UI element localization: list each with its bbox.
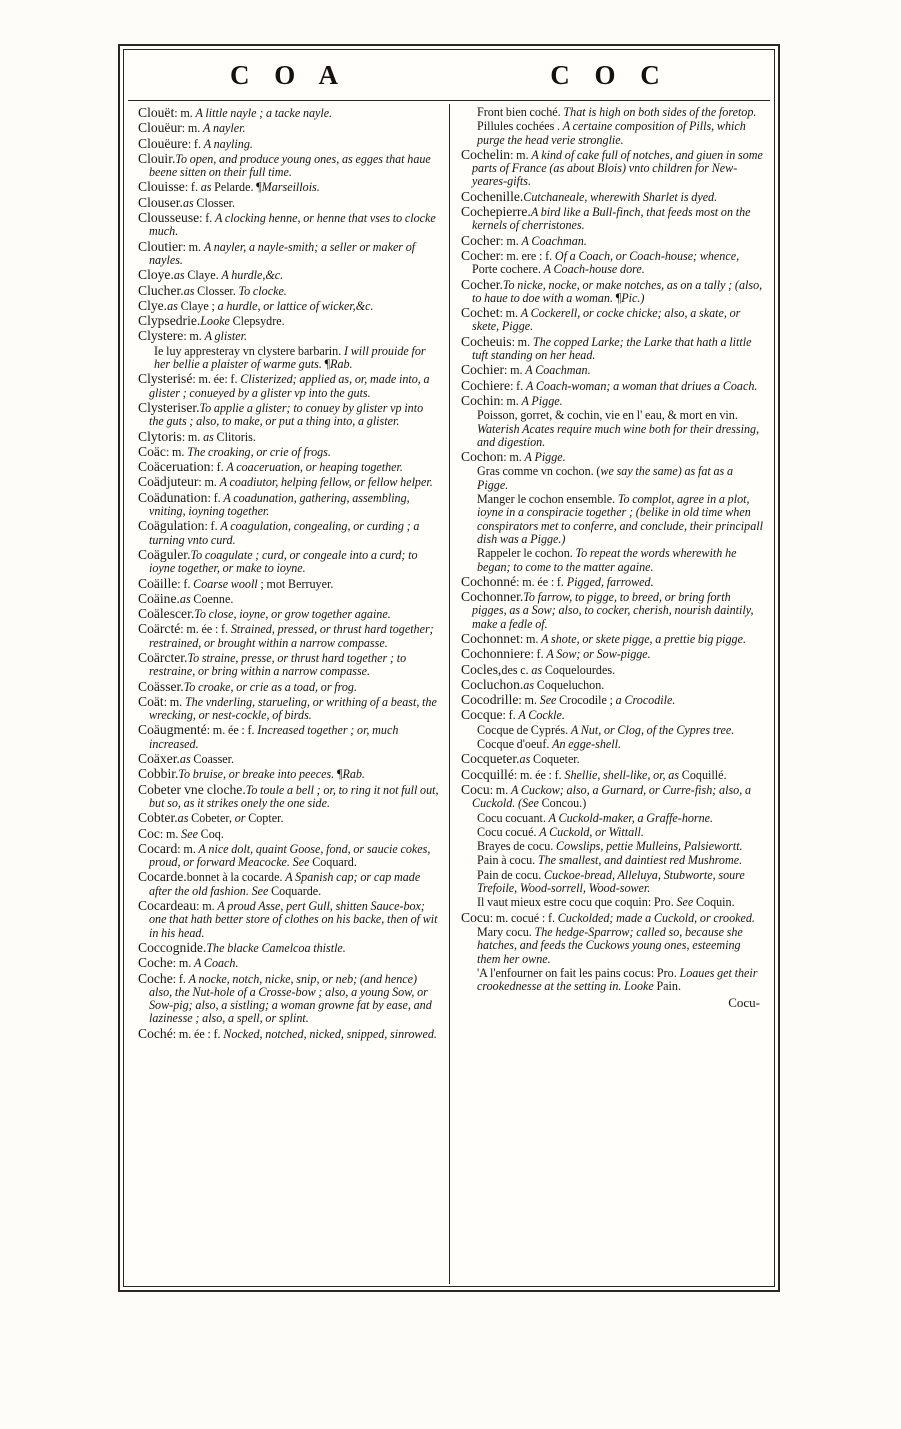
headword: Clousseuse: [138, 210, 200, 226]
entry-definition: : f. A nayling.: [187, 136, 253, 151]
dictionary-entry: [138, 1027, 439, 1041]
entry-definition: : m. ere : f. Of a Coach, or Coach-house; whence, Porte cochere. A Coach-house dore.: [472, 248, 740, 277]
dictionary-entry: [461, 450, 764, 464]
entry-definition: : f. A Coach-woman; a woman that driues a Coach.: [510, 378, 758, 393]
dictionary-entry: [138, 783, 439, 811]
headword: Clypsedrie.: [138, 313, 201, 329]
headword: Cocluchon.: [461, 676, 524, 692]
entry-definition: : m. The copped Larke; the Larke that hath a little tuft standing on her head.: [472, 334, 752, 363]
entry-definition: : m. A kind of cake full of notches, and giuen in some parts of France (as about Blois) vnto children for New-yeares-gifts.: [472, 147, 763, 189]
dictionary-entry: [461, 205, 764, 233]
dictionary-entry: [461, 678, 764, 692]
dictionary-subentry: [461, 896, 764, 909]
dictionary-entry: [138, 372, 439, 400]
entry-definition: : m. A Cockerell, or cocke chicke; also, a skate, or skete, Pigge.: [472, 306, 741, 334]
dictionary-entry: [138, 430, 439, 444]
dictionary-entry: [461, 783, 764, 811]
dictionary-entry: [138, 475, 439, 489]
dictionary-entry: [461, 306, 764, 334]
dictionary-entry: [138, 401, 439, 429]
dictionary-subentry: [461, 409, 764, 449]
dictionary-entry: [138, 137, 439, 151]
dictionary-subentry: [461, 493, 764, 546]
dictionary-entry: [138, 651, 439, 679]
entry-definition: Cocque de Cyprés. A Nut, or Clog, of the Cypres tree.: [477, 722, 735, 737]
header-divider: [128, 100, 770, 101]
dictionary-entry: [138, 592, 439, 606]
headword: Cochelin: [461, 146, 511, 162]
dictionary-entry: [138, 842, 439, 870]
dictionary-subentry: [461, 812, 764, 825]
dictionary-entry: [138, 811, 439, 825]
headword: Coché: [138, 1025, 173, 1041]
entry-definition: To straine, presse, or thrust hard together ; to restraine, or bring within a narrow compasse.: [149, 650, 407, 679]
dictionary-entry: [461, 911, 764, 925]
headword: Cocqueter.: [461, 751, 520, 767]
dictionary-subentry: [461, 120, 764, 147]
headword: Clye.: [138, 297, 168, 313]
headword: Cochonner.: [461, 589, 524, 605]
headword: Cochonniere: [461, 646, 531, 662]
dictionary-entry: [461, 234, 764, 248]
dictionary-entry: [138, 680, 439, 694]
headword: Cochiere: [461, 377, 511, 393]
dictionary-entry: [138, 284, 439, 298]
entry-definition: Ie luy appresteray vn clystere barbarin. I will prouide for her bellie a plaister of warme guts. ¶Rab.: [154, 343, 426, 372]
dictionary-entry: [138, 519, 439, 547]
dictionary-entry: [461, 708, 764, 722]
headword: Coäguler.: [138, 546, 191, 562]
entry-definition: : f. A Sow; or Sow-pigge.: [530, 647, 651, 662]
dictionary-entry: [461, 363, 764, 377]
dictionary-subentry: [461, 826, 764, 839]
dictionary-entry: [138, 899, 439, 940]
entry-definition: as Coenne.: [179, 591, 234, 606]
dictionary-subentry: [461, 547, 764, 574]
entry-definition: : m. A Coach.: [172, 956, 239, 971]
headword: Cocher: [461, 247, 501, 263]
headword: Clysteriser.: [138, 399, 200, 415]
entry-definition: : m. See Coq.: [159, 826, 224, 841]
entry-definition: Cutchaneale, wherewith Sharlet is dyed.: [523, 189, 718, 204]
headword: Coc: [138, 825, 160, 841]
dictionary-entry: [461, 335, 764, 363]
right-column: [449, 106, 768, 1284]
headword: Coäugmenté: [138, 722, 207, 738]
headword: Clystere: [138, 328, 184, 344]
headword: Cocardeau: [138, 898, 197, 914]
headword: Cobeter vne cloche.: [138, 781, 246, 797]
dictionary-entry: [138, 577, 439, 591]
entry-definition: The blacke Camelcoa thistle.: [206, 940, 346, 955]
dictionary-subentry: [461, 869, 764, 896]
entry-definition: Poisson, gorret, & cochin, vie en l' eau, & mort en vin. Waterish Acates require much wine both for their dressing, and digestion.: [477, 408, 760, 449]
entry-definition: : f. A coagulation, congealing, or curding ; a turning vnto curd.: [149, 519, 420, 547]
headword: Coche: [138, 955, 173, 971]
entry-definition: des c. as Coquelourdes.: [501, 662, 616, 677]
dictionary-entry: [138, 460, 439, 474]
dictionary-subentry: [461, 967, 764, 994]
headword: Cocodrille: [461, 692, 519, 708]
headword: Clucher.: [138, 282, 184, 298]
headword: Clytoris: [138, 428, 182, 444]
entry-definition: : m. A nayler.: [181, 121, 246, 136]
headword: Cochenille.: [461, 188, 524, 204]
entry-definition: Cocu cocué. A Cuckold, or Wittall.: [477, 824, 644, 839]
headword: Coäine.: [138, 590, 180, 606]
entry-definition: Cocu cocuant. A Cuckold-maker, a Graffe-horne.: [477, 810, 714, 825]
entry-definition: To applie a glister; to conuey by glister vp into the guts ; also, to make, or put a thing into, a glister.: [149, 400, 424, 429]
entry-definition: : m. A Coachman.: [504, 363, 591, 378]
dictionary-entry: [138, 196, 439, 210]
entry-definition: : m. The croaking, or crie of frogs.: [165, 444, 331, 459]
headword: Cocque: [461, 707, 503, 723]
entry-definition: bonnet à la cocarde. A Spanish cap; or cap made after the old fashion. See Coquarde.: [149, 870, 421, 898]
entry-definition: To open, and produce young ones, as egges that haue beene sitten on their full time.: [149, 151, 431, 180]
entry-definition: 'A l'enfourner on fait les pains cocus: Pro. Loaues get their crookednesse at the setting in. Looke Pain.: [477, 965, 758, 994]
dictionary-subentry: [461, 738, 764, 751]
entry-definition: Mary cocu. The hedge-Sparrow; called so, because she hatches, and feeds the Cuckows young ones, esteeming them her owne.: [477, 924, 743, 966]
headword: Cocarde.: [138, 869, 187, 885]
entry-definition: : m. A nayler, a nayle-smith; a seller or maker of nayles.: [149, 239, 416, 267]
entry-definition: : f. Coarse wooll ; mot Berruyer.: [177, 576, 334, 591]
entry-definition: : m. A Cuckow; also, a Gurnard, or Curre-fish; also, a Cuckold. (See Concou.): [472, 782, 751, 811]
entry-definition: To nicke, nocke, or make notches, as on a tally ; (also, to haue to doe with a woman. ¶Pic.): [472, 277, 763, 305]
headword: Clouëure: [138, 135, 188, 151]
dictionary-entry: [138, 314, 439, 328]
entry-definition: To croake, or crie as a toad, or frog.: [183, 679, 357, 694]
dictionary-subentry: [461, 840, 764, 853]
headword: Cochepierre.: [461, 204, 531, 220]
headword: Cobter.: [138, 810, 178, 826]
entry-definition: To toule a bell ; or, to ring it not full out, but so, as it strikes onely the one side.: [149, 782, 439, 810]
headword: Cocheuis: [461, 333, 512, 349]
entry-definition: : m. ée : f. Nocked, notched, nicked, snipped, sinrowed.: [172, 1026, 437, 1041]
headword: Cobbir.: [138, 766, 179, 782]
entry-definition: Brayes de cocu. Cowslips, pettie Mulleins, Palsiewortt.: [477, 839, 743, 854]
entry-definition: To coagulate ; curd, or congeale into a curd; to ioyne together, or make to ioyne.: [149, 547, 418, 576]
entry-definition: : f. A clocking henne, or henne that vses to clocke much.: [149, 211, 436, 239]
headword: Cocher: [461, 232, 501, 248]
headword: Cocu: [461, 909, 490, 925]
dictionary-subentry: [138, 345, 439, 372]
running-head-left: C O A: [229, 60, 347, 90]
dictionary-entry: [461, 249, 764, 277]
dictionary-entry: [138, 622, 439, 650]
entry-definition: : m. as Clitoris.: [181, 429, 256, 444]
entry-definition: : m. The vnderling, starueling, or writhing of a beast, the wrecking, or nest-cockle, of birds.: [149, 694, 437, 723]
entry-definition: : m. A Pigge.: [500, 393, 563, 408]
dictionary-entry: [138, 240, 439, 268]
headword: Coäille: [138, 575, 178, 591]
headword: Coädjuteur: [138, 474, 199, 490]
dictionary-entry: [461, 632, 764, 646]
entry-definition: as Closser. To clocke.: [183, 283, 287, 298]
entry-definition: : f. A nocke, notch, nicke, snip, or neb; (and hence) also, the Nut-hole of a Crosse-bow ; also, a young Sow, or Sow-pig; also, a sistling; a woman growne fat by ease, and lazinesse ; also, a spell, or splint.: [149, 971, 432, 1026]
dictionary-subentry: [461, 465, 764, 492]
dictionary-entry: [461, 768, 764, 782]
entry-definition: : m. A little nayle ; a tacke nayle.: [174, 106, 333, 120]
dictionary-entry: [138, 870, 439, 898]
entry-definition: : f. as Pelarde. ¶Marseillois.: [184, 180, 320, 195]
dictionary-entry: [138, 548, 439, 576]
entry-definition: : f. A Cockle.: [502, 708, 565, 723]
headword: Cocher.: [461, 276, 503, 292]
running-head-right: C O C: [550, 60, 669, 90]
dictionary-entry: [461, 590, 764, 631]
entry-definition: : m. A Pigge.: [503, 450, 566, 465]
dictionary-entry: [461, 693, 764, 707]
dictionary-entry: [461, 379, 764, 393]
entry-definition: Pain à cocu. The smallest, and daintiest red Mushrome.: [477, 853, 743, 868]
entry-definition: as Coqueluchon.: [523, 677, 605, 692]
dictionary-entry: [138, 723, 439, 751]
dictionary-entry: [461, 752, 764, 766]
entry-definition: as Coasser.: [179, 752, 235, 767]
headword: Coche: [138, 970, 173, 986]
dictionary-entry: [138, 941, 439, 955]
headword: Cloutier: [138, 238, 183, 254]
dictionary-entry: [461, 190, 764, 204]
dictionary-entry: [138, 268, 439, 282]
headword: Cochonné: [461, 573, 517, 589]
entry-definition: Looke Clepsydre.: [200, 314, 285, 329]
dictionary-entry: [138, 106, 439, 120]
dictionary-entry: [138, 607, 439, 621]
text-columns: [130, 106, 768, 1284]
dictionary-subentry: [461, 854, 764, 867]
headword: Cocquillé: [461, 766, 514, 782]
entry-definition: Front bien coché. That is high on both sides of the foretop.: [477, 105, 757, 119]
entry-definition: : m. ée : f. Pigged, farrowed.: [516, 574, 654, 589]
entry-definition: as Cobeter, or Copter.: [177, 811, 284, 826]
entry-definition: : m. A proud Asse, pert Gull, shitten Sauce-box; one that hath better store of clothes on his backe, then of wit in his head.: [149, 899, 438, 940]
headword: Cloye.: [138, 267, 174, 283]
dictionary-entry: [138, 445, 439, 459]
dictionary-entry: [461, 148, 764, 189]
dictionary-entry: [138, 299, 439, 313]
entry-definition: : m. A coadiutor, helping fellow, or fellow helper.: [198, 475, 433, 490]
headword: Clouir.: [138, 150, 176, 166]
headword: Coäxer.: [138, 751, 180, 767]
dictionary-entry: [138, 121, 439, 135]
headword: Coägulation: [138, 518, 205, 534]
dictionary-subentry: [461, 926, 764, 966]
entry-definition: : m. ée: f. Clisterized; applied as, or, made into, a glister ; conueyed by a glister vp into the guts.: [149, 372, 430, 400]
headword: Coäceruation: [138, 459, 211, 475]
running-head: [128, 52, 770, 98]
entry-definition: : m. A glister.: [183, 329, 248, 344]
dictionary-entry: [138, 211, 439, 239]
headword: Coccognide.: [138, 939, 207, 955]
headword: Cocard: [138, 840, 178, 856]
headword: Coädunation: [138, 489, 208, 505]
dictionary-entry: [138, 329, 439, 343]
dictionary-entry: [461, 663, 764, 677]
catchword: Cocu-: [728, 995, 760, 1011]
headword: Clouser.: [138, 194, 183, 210]
entry-definition: Pillules cochées . A certaine composition of Pills, which purge the head verie stronglie.: [477, 119, 746, 147]
dictionary-entry: [461, 394, 764, 408]
dictionary-entry: [138, 491, 439, 519]
entry-definition: To farrow, to pigge, to breed, or bring forth pigges, as a Sow; also, to cocker, cherish, nourish daintily, make a fedle of.: [472, 590, 754, 631]
headword: Clysterisé: [138, 371, 193, 387]
entry-definition: Gras comme vn cochon. (we say the same) as fat as a Pigge.: [477, 464, 734, 492]
entry-definition: as Closser.: [182, 195, 236, 210]
headword: Coärcté: [138, 621, 181, 637]
entry-definition: : m. A nice dolt, quaint Goose, fond, or saucie cokes, proud, or forward Meacocke. See Coquard.: [149, 841, 431, 870]
dictionary-entry: [461, 575, 764, 589]
headword: Cochet: [461, 305, 500, 321]
dictionary-entry: [138, 767, 439, 781]
dictionary-subentry: [461, 724, 764, 737]
headword: Cocu: [461, 781, 490, 797]
headword: Clouisse: [138, 179, 185, 195]
dictionary-entry: [138, 956, 439, 970]
entry-definition: as Coqueter.: [519, 752, 580, 767]
dictionary-subentry: [461, 106, 764, 119]
headword: Cochonnet: [461, 630, 520, 646]
entry-definition: Manger le cochon ensemble. To complot, agree in a plot, ioyne in a conspiracie together ; (belike in old time when conspirators met to conferre, and conclude, their principall dish was a Pigge.): [477, 492, 763, 546]
entry-definition: : m. cocué : f. Cuckolded; made a Cuckold, or crooked.: [489, 910, 755, 925]
headword: Clouët: [138, 105, 175, 120]
page-frame: [118, 44, 780, 1292]
headword: Cocles,: [461, 661, 502, 677]
entry-definition: To close, ioyne, or grow together againe.: [194, 607, 391, 622]
entry-definition: as Claye ; a hurdle, or lattice of wicker,&c.: [167, 298, 374, 313]
headword: Cochon: [461, 449, 504, 465]
entry-definition: : f. A coaceruation, or heaping together.: [210, 460, 403, 475]
headword: Coäc: [138, 443, 166, 459]
dictionary-entry: [138, 972, 439, 1026]
left-column: [130, 106, 449, 1284]
headword: Coät: [138, 693, 164, 709]
dictionary-entry: [461, 647, 764, 661]
entry-definition: : m. ée : f. Increased together ; or, much increased.: [149, 723, 399, 751]
entry-definition: : m. See Crocodile ; a Crocodile.: [518, 693, 676, 708]
entry-definition: A bird like a Bull-finch, that feeds most on the kernels of cherristones.: [472, 205, 751, 233]
dictionary-entry: [461, 278, 764, 306]
entry-definition: To bruise, or breake into peeces. ¶Rab.: [178, 767, 365, 782]
entry-definition: : m. ée : f. Strained, pressed, or thrust hard together; restrained, or brought within a narrow compasse.: [149, 622, 434, 650]
dictionary-entry: [138, 752, 439, 766]
entry-definition: : m. A Coachman.: [500, 233, 587, 248]
entry-definition: Pain de cocu. Cuckoe-bread, Alleluya, Stubworte, soure Trefoile, Wood-sorrell, Wood-sower.: [477, 867, 745, 896]
entry-definition: Cocque d'oeuf. An egge-shell.: [477, 737, 622, 752]
entry-definition: Il vaut mieux estre cocu que coquin: Pro. See Coquin.: [477, 895, 735, 910]
entry-definition: as Claye. A hurdle,&c.: [173, 268, 284, 283]
entry-definition: Rappeler le cochon. To repeat the words wherewith he began; to come to the matter againe.: [477, 546, 737, 574]
headword: Cochin: [461, 392, 501, 408]
headword: Cochier: [461, 362, 505, 378]
headword: Clouëur: [138, 120, 182, 136]
entry-definition: : f. A coadunation, gathering, assembling, vniting, ioyning together.: [149, 490, 410, 519]
dictionary-entry: [138, 180, 439, 194]
entry-definition: : m. ée : f. Shellie, shell-like, or, as Coquillé.: [513, 767, 727, 782]
dictionary-entry: [138, 152, 439, 180]
entry-definition: : m. A shote, or skete pigge, a prettie big pigge.: [519, 631, 746, 646]
headword: Coärcter.: [138, 649, 188, 665]
dictionary-entry: [138, 827, 439, 841]
headword: Coässer.: [138, 678, 184, 694]
headword: Coälescer.: [138, 606, 195, 622]
dictionary-entry: [138, 695, 439, 723]
